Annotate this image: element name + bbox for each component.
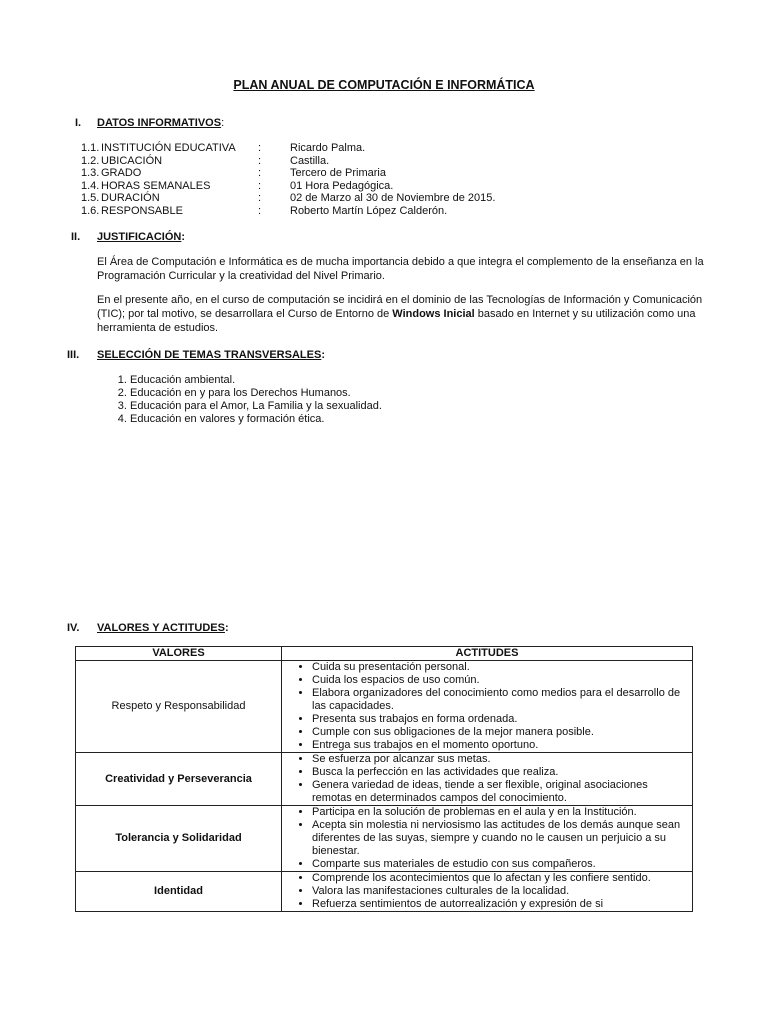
datos-item-number: 1.1. <box>81 142 100 154</box>
actitud-item: • Se esfuerza por alcanzar sus metas. <box>312 753 688 766</box>
actitud-item: • Cuida los espacios de uso común. <box>312 674 688 687</box>
temas-transversales-list <box>96 374 382 426</box>
section-2-title: JUSTIFICACIÓN: <box>97 231 186 243</box>
valor-cell: Creatividad y Perseverancia <box>76 753 282 806</box>
actitudes-list <box>282 753 692 805</box>
datos-item-label: UBICACIÓN <box>101 154 163 167</box>
windows-inicial-text: Windows Inicial <box>392 308 475 320</box>
actitudes-list <box>282 806 692 871</box>
tema-item: 1. Educación ambiental. <box>130 374 382 387</box>
actitudes-cell <box>282 753 693 806</box>
datos-item-separator: : <box>258 142 262 154</box>
actitud-item: • Busca la perfección en las actividades que realiza. <box>312 766 688 779</box>
actitud-item: • Entrega sus trabajos en el momento oportuno. <box>312 739 688 752</box>
section-3-number: III. <box>67 349 80 361</box>
actitudes-cell <box>282 661 693 753</box>
tema-item: 4. Educación en valores y formación ética. <box>130 413 382 426</box>
datos-item-value: 02 de Marzo al 30 de Noviembre de 2015. <box>290 192 496 204</box>
datos-item-separator: : <box>258 179 262 192</box>
datos-item-label: GRADO <box>101 167 142 179</box>
table-row <box>76 661 693 753</box>
section-1-heading <box>75 117 81 130</box>
justificacion-paragraph-1: El Área de Computación e Informática es de mucha importancia debido a que integra el complemento de la enseñanza en la Programación Curricular y la creatividad del Nivel Primario. <box>97 256 704 282</box>
valor-cell: Identidad <box>76 872 282 912</box>
datos-item-number: 1.4. <box>81 179 100 192</box>
actitud-item: • Presenta sus trabajos en forma ordenada. <box>312 713 688 726</box>
actitud-item: • Comprende los acontecimientos que lo afectan y les confiere sentido. <box>312 872 688 885</box>
table-row <box>76 753 693 806</box>
datos-item-label: RESPONSABLE <box>101 204 183 217</box>
actitud-item: • Comparte sus materiales de estudio con sus compañeros. <box>312 858 688 871</box>
datos-item-separator: : <box>258 154 262 167</box>
datos-item-value: Tercero de Primaria <box>290 167 386 179</box>
actitud-item: • Participa en la solución de problemas en el aula y en la Institución. <box>312 806 688 819</box>
datos-item-number: 1.6. <box>81 204 100 217</box>
datos-item-value: 01 Hora Pedagógica. <box>290 179 394 192</box>
actitudes-list <box>282 872 692 911</box>
tema-item: 3. Educación para el Amor, La Familia y la sexualidad. <box>130 400 382 413</box>
actitudes-cell <box>282 872 693 912</box>
section-2-number: II. <box>71 231 81 243</box>
datos-item-label: HORAS SEMANALES <box>101 179 211 192</box>
actitud-item: • Acepta sin molestia ni nerviosismo las actitudes de los demás aunque sean diferentes de las suyas, siempre y cuando no le causen un perjuicio a su bienestar. <box>312 819 688 858</box>
section-number: I. <box>75 117 82 129</box>
actitudes-list <box>282 661 692 752</box>
actitud-item: • Genera variedad de ideas, tiende a ser flexible, original asociaciones remotas en determinados campos del conocimiento. <box>312 779 688 805</box>
table-row <box>76 806 693 872</box>
datos-item-value: Roberto Martín López Calderón. <box>290 204 448 217</box>
datos-item-separator: : <box>258 192 262 204</box>
justificacion-paragraph-2: En el presente año, en el curso de computación se incidirá en el dominio de las Tecnologías de Información y Comunicación (TIC); por tal motivo, se desarrollara el Curso de Entorno de Windows Inicial basado en Internet y su utilización como una herramienta de estudios. <box>97 294 703 334</box>
tema-item: 2. Educación en y para los Derechos Humanos. <box>130 387 382 400</box>
datos-item-label: INSTITUCIÓN EDUCATIVA <box>101 142 236 154</box>
datos-item-number: 1.2. <box>81 154 100 167</box>
valor-cell: Respeto y Responsabilidad <box>76 661 282 753</box>
actitud-item: • Elabora organizadores del conocimiento como medios para el desarrollo de las capacidades. <box>312 687 688 713</box>
actitud-item: • Refuerza sentimientos de autorrealización y expresión de si <box>312 898 688 911</box>
datos-item-value: Ricardo Palma. <box>290 142 366 154</box>
document-title: PLAN ANUAL DE COMPUTACIÓN E INFORMÁTICA <box>233 78 535 92</box>
header-valores: VALORES <box>76 647 282 661</box>
datos-item-number: 1.5. <box>81 192 100 204</box>
section-4-title: VALORES Y ACTITUDES: <box>97 622 229 634</box>
valor-cell: Tolerancia y Solidaridad <box>76 806 282 872</box>
datos-item-value: Castilla. <box>290 154 330 167</box>
section-3-title: SELECCIÓN DE TEMAS TRANSVERSALES: <box>97 349 325 361</box>
valores-actitudes-table <box>75 646 693 912</box>
datos-item-separator: : <box>258 204 262 217</box>
actitud-item: • Cumple con sus obligaciones de la mejor manera posible. <box>312 726 688 739</box>
actitud-item: • Cuida su presentación personal. <box>312 661 688 674</box>
table-row <box>76 872 693 912</box>
table-header-row <box>76 647 693 661</box>
datos-item-number: 1.3. <box>81 167 100 179</box>
datos-item-label: DURACIÓN <box>101 192 160 204</box>
section-1-title: DATOS INFORMATIVOS: <box>97 117 225 129</box>
datos-item-separator: : <box>258 167 262 179</box>
section-4-number: IV. <box>67 622 80 634</box>
actitud-item: • Valora las manifestaciones culturales de la localidad. <box>312 885 688 898</box>
actitudes-cell <box>282 806 693 872</box>
header-actitudes: ACTITUDES <box>282 647 693 661</box>
